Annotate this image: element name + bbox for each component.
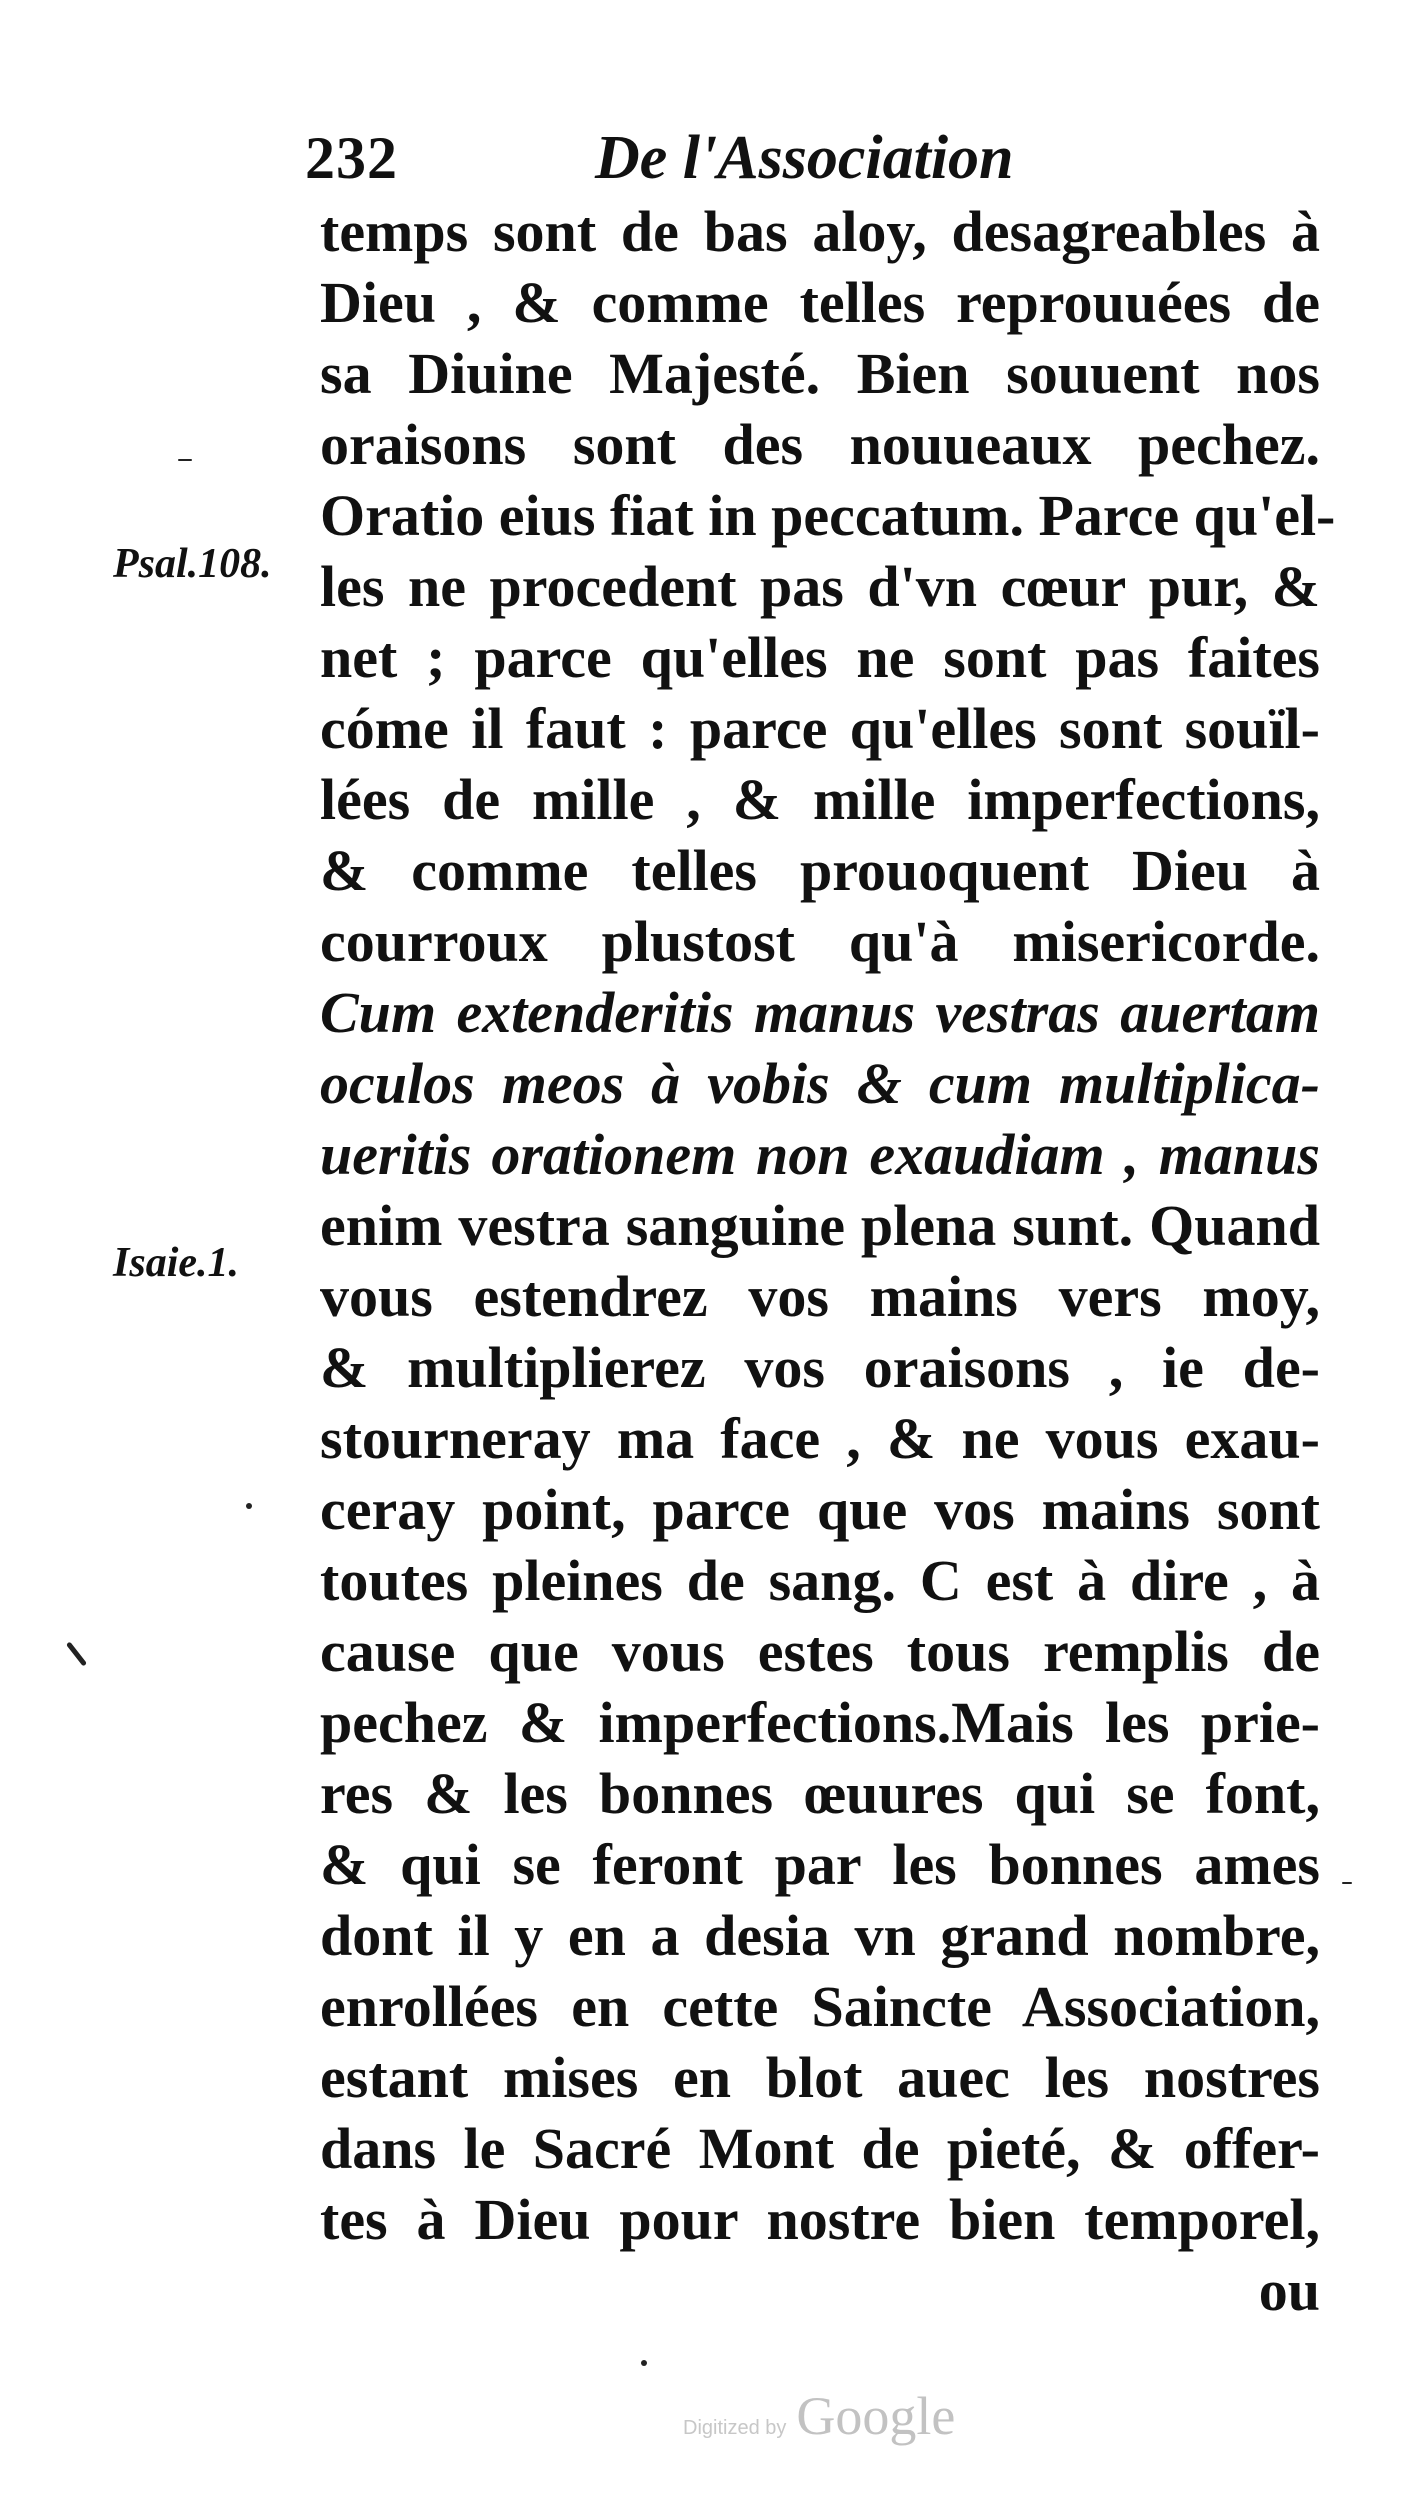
ink-speck: [1342, 1882, 1352, 1884]
ink-speck: [246, 1503, 252, 1509]
text-line-7: net ; parce qu'elles ne sont pas faites: [320, 625, 1320, 690]
text-line-18: stourneray ma face , & ne vous exau-: [320, 1406, 1320, 1471]
text-line-14: ueritis orationem non exaudiam , manus: [320, 1122, 1320, 1187]
text-line-21: cause que vous estes tous remplis de: [320, 1619, 1320, 1684]
text-line-4: oraisons sont des nouueaux pechez.: [320, 412, 1320, 477]
ink-speck: [178, 459, 192, 461]
text-line-29: tes à Dieu pour nostre bien temporel,: [320, 2187, 1320, 2252]
margin-note-psalm: Psal.108.: [113, 541, 272, 587]
catchword: ou: [1258, 2258, 1320, 2323]
text-line-5: Oratio eius fiat in peccatum. Parce qu'el-: [320, 483, 1336, 548]
text-line-8: cóme il faut : parce qu'elles sont souïl-: [320, 696, 1320, 761]
text-line-10: & comme telles prouoquent Dieu à: [320, 838, 1320, 903]
text-line-25: dont il y en a desia vn grand nombre,: [320, 1903, 1320, 1968]
text-line-17: & multiplierez vos oraisons , ie de-: [320, 1335, 1320, 1400]
text-line-27: estant mises en blot auec les nostres: [320, 2045, 1320, 2110]
page-number: 232: [305, 125, 398, 191]
text-line-24: & qui se feront par les bonnes ames: [320, 1832, 1320, 1897]
text-line-22: pechez & imperfections.Mais les prie-: [320, 1690, 1320, 1755]
text-line-23: res & les bonnes œuures qui se font,: [320, 1761, 1320, 1826]
digitized-watermark: [683, 2385, 955, 2455]
watermark-prefix: Digitized by: [683, 2417, 787, 2439]
text-line-12: Cum extenderitis manus vestras auertam: [320, 980, 1320, 1045]
text-line-2: Dieu , & comme telles reprouuées de: [320, 270, 1320, 335]
page-header: [305, 118, 1335, 198]
body-text: [320, 196, 1336, 2326]
text-line-15: enim vestra sanguine plena sunt. Quand: [320, 1193, 1320, 1258]
text-line-9: lées de mille , & mille imperfections,: [320, 767, 1320, 832]
text-line-28: dans le Sacré Mont de pieté, & offer-: [320, 2116, 1320, 2181]
text-line-13: oculos meos à vobis & cum multiplica-: [320, 1051, 1320, 1116]
text-line-16: vous estendrez vos mains vers moy,: [320, 1264, 1320, 1329]
text-line-11: courroux plustost qu'à misericorde.: [320, 909, 1320, 974]
google-logo: Google: [796, 2386, 956, 2446]
text-line-6: les ne procedent pas d'vn cœur pur, &: [320, 554, 1320, 619]
text-line-19: ceray point, parce que vos mains sont: [320, 1477, 1320, 1542]
text-line-20: toutes pleines de sang. C est à dire , à: [320, 1548, 1320, 1613]
margin-note-isaiah: Isaie.1.: [113, 1240, 239, 1286]
ink-speck: [641, 2360, 647, 2366]
ink-speck: [66, 1641, 87, 1666]
text-line-1: temps sont de bas aloy, desagreables à: [320, 199, 1320, 264]
running-head: De l'Association: [595, 124, 1014, 192]
text-line-3: sa Diuine Majesté. Bien souuent nos: [320, 341, 1320, 406]
text-line-26: enrollées en cette Saincte Association,: [320, 1974, 1320, 2039]
